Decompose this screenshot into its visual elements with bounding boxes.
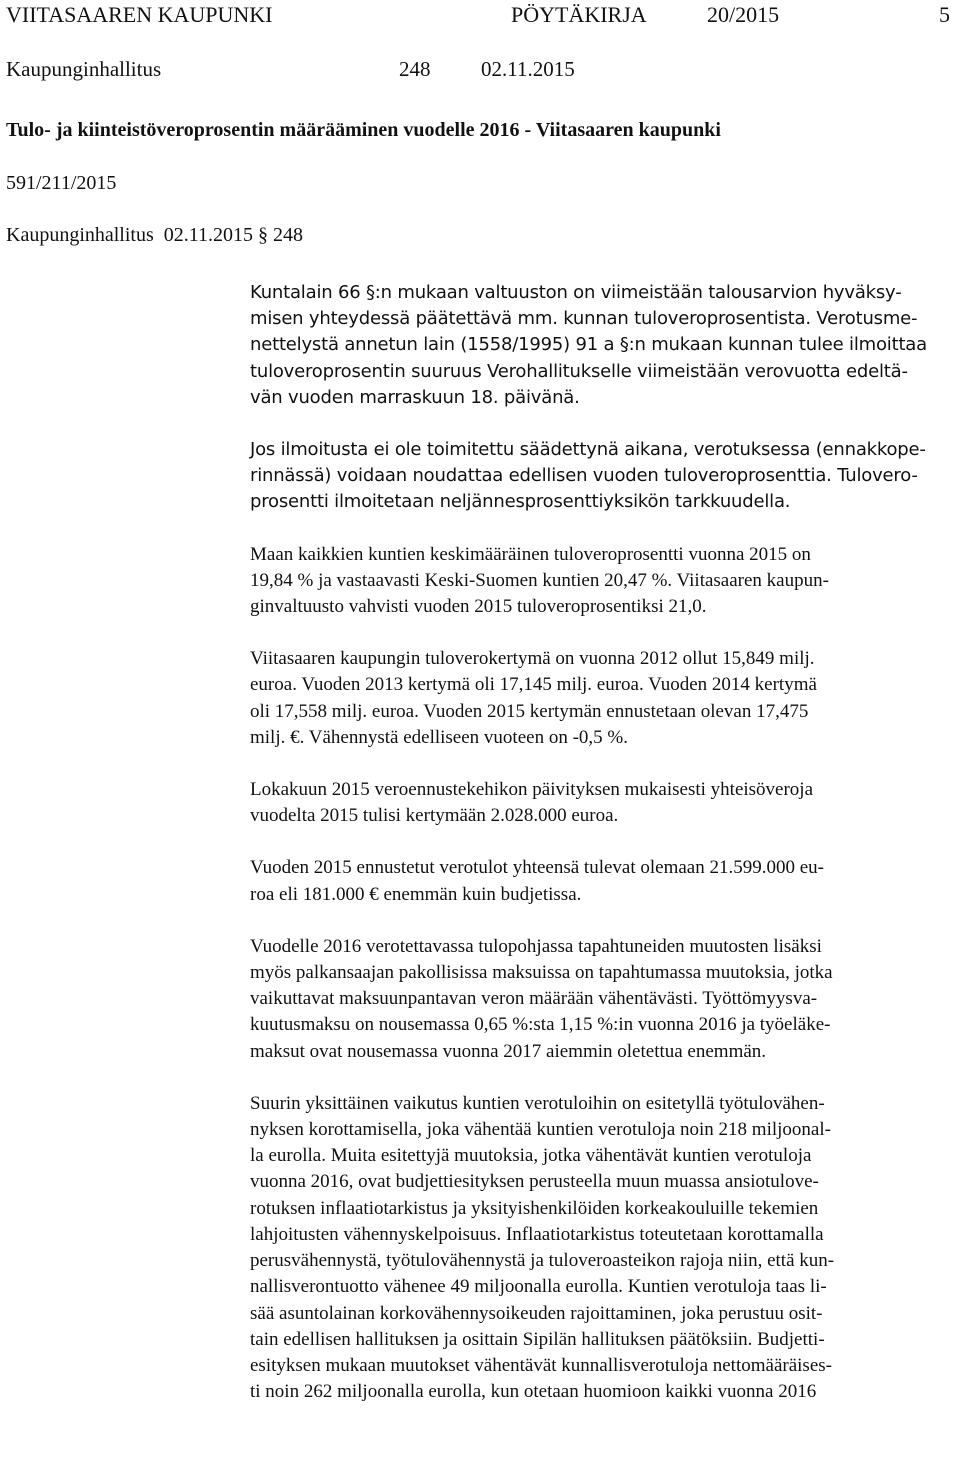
document-number: 20/2015 bbox=[707, 2, 780, 27]
paragraph-line: Kuntalain 66 §:n mukaan valtuuston on viimeistään talousarvion hyväksy- bbox=[250, 282, 902, 303]
organization-name: VIITASAAREN KAUPUNKI bbox=[6, 2, 273, 27]
paragraph-line: Suurin yksittäinen vaikutus kuntien verotuloihin on esitetyllä työtulovähen- bbox=[250, 1092, 825, 1114]
paragraph-line: kuutusmaksu on nousemassa 0,65 %:sta 1,15 %:in vuonna 2016 ja työeläke- bbox=[250, 1014, 831, 1036]
body-paragraph bbox=[250, 646, 955, 751]
body-paragraph bbox=[250, 855, 955, 907]
subheader-body: Kaupunginhallitus bbox=[6, 57, 162, 81]
paragraph-line: 19,84 % ja vastaavasti Keski-Suomen kuntien 20,47 %. Viitasaaren kaupun- bbox=[250, 569, 829, 591]
page-number: 5 bbox=[939, 2, 950, 27]
body-paragraph bbox=[250, 542, 955, 621]
subheader-section: 248 bbox=[399, 57, 431, 81]
paragraph-line: Viitasaaren kaupungin tuloverokertymä on vuonna 2012 ollut 15,849 milj. bbox=[250, 648, 815, 670]
paragraph-line: roa eli 181.000 € enemmän kuin budjetissa. bbox=[250, 883, 582, 905]
paragraph-line: sää asuntolainan korkovähennysoikeuden rajoittaminen, joka perustuu osit- bbox=[250, 1302, 823, 1324]
paragraph-line: euroa. Vuoden 2013 kertymä oli 17,145 milj. euroa. Vuoden 2014 kertymä bbox=[250, 674, 817, 696]
paragraph-line: Jos ilmoitusta ei ole toimitettu säädettynä aikana, verotuksessa (ennakkope- bbox=[250, 439, 926, 461]
body-paragraph bbox=[250, 777, 955, 829]
paragraph-line: Vuodelle 2016 verotettavassa tulopohjassa tapahtuneiden muutosten lisäksi bbox=[250, 935, 822, 957]
paragraph-line: nallisverontuotto vähenee 49 miljoonalla eurolla. Kuntien verotuloja taas li- bbox=[250, 1276, 827, 1298]
body-paragraph bbox=[250, 934, 955, 1065]
document-body bbox=[250, 280, 955, 1431]
paragraph-line: esityksen mukaan muutokset vähentävät kunnallisverotuloja nettomääräises- bbox=[250, 1354, 832, 1376]
paragraph-line: vuodelta 2015 tulisi kertymään 2.028.000 euroa. bbox=[250, 805, 619, 827]
paragraph-line: maksut ovat nousemassa vuonna 2017 aiemmin oletettua enemmän. bbox=[250, 1040, 767, 1062]
document-type: PÖYTÄKIRJA bbox=[511, 2, 647, 27]
document-id: 591/211/2015 bbox=[6, 172, 117, 194]
paragraph-line: tuloveroprosentin suuruus Verohallitukselle viimeistään verovuotta edeltä- bbox=[250, 360, 908, 382]
paragraph-line: ginvaltuusto vahvisti vuoden 2015 tuloveroprosentiksi 21,0. bbox=[250, 596, 707, 618]
body-paragraph bbox=[250, 280, 955, 411]
paragraph-line: ti noin 262 miljoonalla eurolla, kun otetaan huomioon kaikki vuonna 2016 bbox=[250, 1381, 817, 1403]
body-paragraph bbox=[250, 437, 955, 516]
body-paragraph bbox=[250, 1091, 955, 1405]
paragraph-line: Maan kaikkien kuntien keskimääräinen tuloveroprosentti vuonna 2015 on bbox=[250, 543, 811, 565]
paragraph-line: Vuoden 2015 ennustetut verotulot yhteensä tulevat olemaan 21.599.000 eu- bbox=[250, 857, 824, 879]
paragraph-line: rinnässä) voidaan noudattaa edellisen vuoden tuloveroprosenttia. Tulovero- bbox=[250, 465, 918, 487]
paragraph-line: nyksen korottamisella, joka vähentää kuntien verotuloja noin 218 miljoonal- bbox=[250, 1119, 831, 1141]
paragraph-line: milj. €. Vähennystä edelliseen vuoteen on -0,5 %. bbox=[250, 726, 628, 748]
paragraph-line: prosentti ilmoitetaan neljännesprosenttiyksikön tarkkuudella. bbox=[250, 491, 791, 513]
paragraph-line: perusvähennystä, työtulovähennystä ja tuloveroasteikon rajoja niin, että kun- bbox=[250, 1250, 835, 1272]
paragraph-line: lahjoitusten vähennyskelpoisuus. Inflaatiotarkistus toteutetaan korottamalla bbox=[250, 1223, 824, 1245]
paragraph-line: oli 17,558 milj. euroa. Vuoden 2015 kertymän ennustetaan olevan 17,475 bbox=[250, 700, 809, 722]
paragraph-line: vaikuttavat maksuunpantavan veron määrään vähentävästi. Työttömyysva- bbox=[250, 988, 818, 1010]
subheader-date: 02.11.2015 bbox=[481, 57, 575, 81]
paragraph-line: vän vuoden marraskuun 18. päivänä. bbox=[250, 386, 580, 408]
paragraph-line: rotuksen inflaatiotarkistus ja yksityishenkilöiden korkeakouluille tekemien bbox=[250, 1197, 819, 1219]
paragraph-line: tain edellisen hallituksen ja osittain Sipilän hallituksen päätöksiin. Budjetti- bbox=[250, 1328, 825, 1350]
meeting-line: Kaupunginhallitus 02.11.2015 § 248 bbox=[6, 224, 304, 246]
paragraph-line: Lokakuun 2015 veroennustekehikon päivityksen mukaisesti yhteisöveroja bbox=[250, 779, 814, 801]
paragraph-line: vuonna 2016, ovat budjettiesityksen perusteella muun muassa ansiotulove- bbox=[250, 1171, 819, 1193]
paragraph-line: myös palkansaajan pakollisissa maksuissa on tapahtumassa muutoksia, jotka bbox=[250, 962, 833, 984]
paragraph-line: misen yhteydessä päätettävä mm. kunnan tuloveroprosentista. Verotusme- bbox=[250, 308, 918, 330]
paragraph-line: la eurolla. Muita esitettyjä muutoksia, jotka vähentävät kuntien verotuloja bbox=[250, 1145, 812, 1167]
paragraph-line: nettelystä annetun lain (1558/1995) 91 a §:n mukaan kunnan tulee ilmoittaa bbox=[250, 334, 927, 356]
document-title: Tulo- ja kiinteistöveroprosentin määrääminen vuodelle 2016 - Viitasaaren kaupunki bbox=[6, 119, 721, 141]
